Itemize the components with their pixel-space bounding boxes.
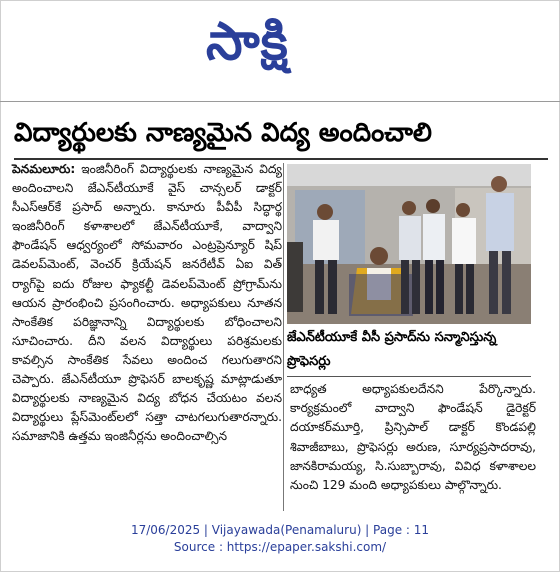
page-footer <box>0 522 560 556</box>
caption-rule <box>287 376 531 377</box>
dateline: పెనమలూరు: <box>12 162 76 176</box>
article-right-column <box>290 380 536 495</box>
article-left-column <box>12 160 282 518</box>
left-column-paragraph <box>12 160 282 446</box>
newspaper-logo: సాక్షి <box>206 12 289 72</box>
article-headline: విద్యార్థులకు నాణ్యమైన విద్య అందించాలి <box>14 118 432 148</box>
article-photo <box>287 164 531 324</box>
column-divider <box>283 163 284 511</box>
footer-edition-info: 17/06/2025 | Vijayawada(Penamaluru) | Page : 11 <box>130 523 430 537</box>
footer-source: Source : https://epaper.sakshi.com/ <box>173 540 387 554</box>
right-column-text: బాధ్యత అధ్యాపకులదేనని పేర్కొన్నారు. కార్యక్రమంలో వాద్వాని ఫౌండేషన్ డైరెక్టర్ దయాకర్‌మూర్తి, ప్రిన్సిపాల్ డాక్టర్ కొండపల్లి శివాజీబాబు, ప్రొఫెసర్లు అరుణ, సూర్యప్రసాదరావు, జానకిరామయ్య, సి.సుబ్బారావు, వివిధ కళాశాలల నుంచి 129 మంది అధ్యాపకులు పాల్గొన్నారు. <box>290 382 536 493</box>
photo-caption: జేఎన్‌టీయూకే వీసీ ప్రసాద్‌ను సన్మానిస్తున్న ప్రొఫెసర్లు <box>287 330 497 369</box>
masthead <box>0 0 560 100</box>
left-column-text: ఇంజినీరింగ్ విద్యార్థులకు నాణ్యమైన విద్య అందించాలని జేఎన్‌టీయూకే వైస్ చాన్సలర్ డాక్టర్ సీఎస్ఆర్‌కే ప్రసాద్ అన్నారు. కానూరు పీవీపీ సిద్ధార్థ ఇంజినీరింగ్ కళాశాలలో జేఎన్‌టీయూకే, వాద్వాని ఫౌండేషన్ ఆధ్వర్యంలో సోమవారం ఎంట్రప్రెన్యూర్ షిప్ డెవలప్‌మెంట్, వెంచర్ క్రియేషన్ జనరేటీవ్ ఏఐ విత్ ర్యాగ్‌పై ఐదు రోజుల ఫ్యాకల్టీ డెవలప్‌మెంట్ ప్రోగ్రామ్‌ను ఆయన ప్రారంభించి ప్రసంగించారు. అధ్యాపకులు నూతన సాంకేతిక పరిజ్ఞానాన్ని విద్యార్థులకు బోధించాలని సూచించారు. దీని వలన విద్యార్థులు పరిశ్రమలకు కావల్సిన సాంకేతిక సేవలు అందించ గలుగుతారని చెప్పారు. జేఎన్‌టీయూ ప్రొఫెసర్ బాలకృష్ణ మాట్లాడుతూ విద్యార్థులకు నాణ్యమైన విద్య బోధన చేయటం వలన విద్యార్థులు ప్లేస్‌మెంట్‌లలో సత్తా చాటగలుగుతారన్నారు. సమాజానికి ఉత్తమ ఇంజినీర్లను అందించాల్సిన <box>12 162 282 444</box>
photo-illustration <box>287 164 531 324</box>
masthead-rule <box>0 101 560 102</box>
